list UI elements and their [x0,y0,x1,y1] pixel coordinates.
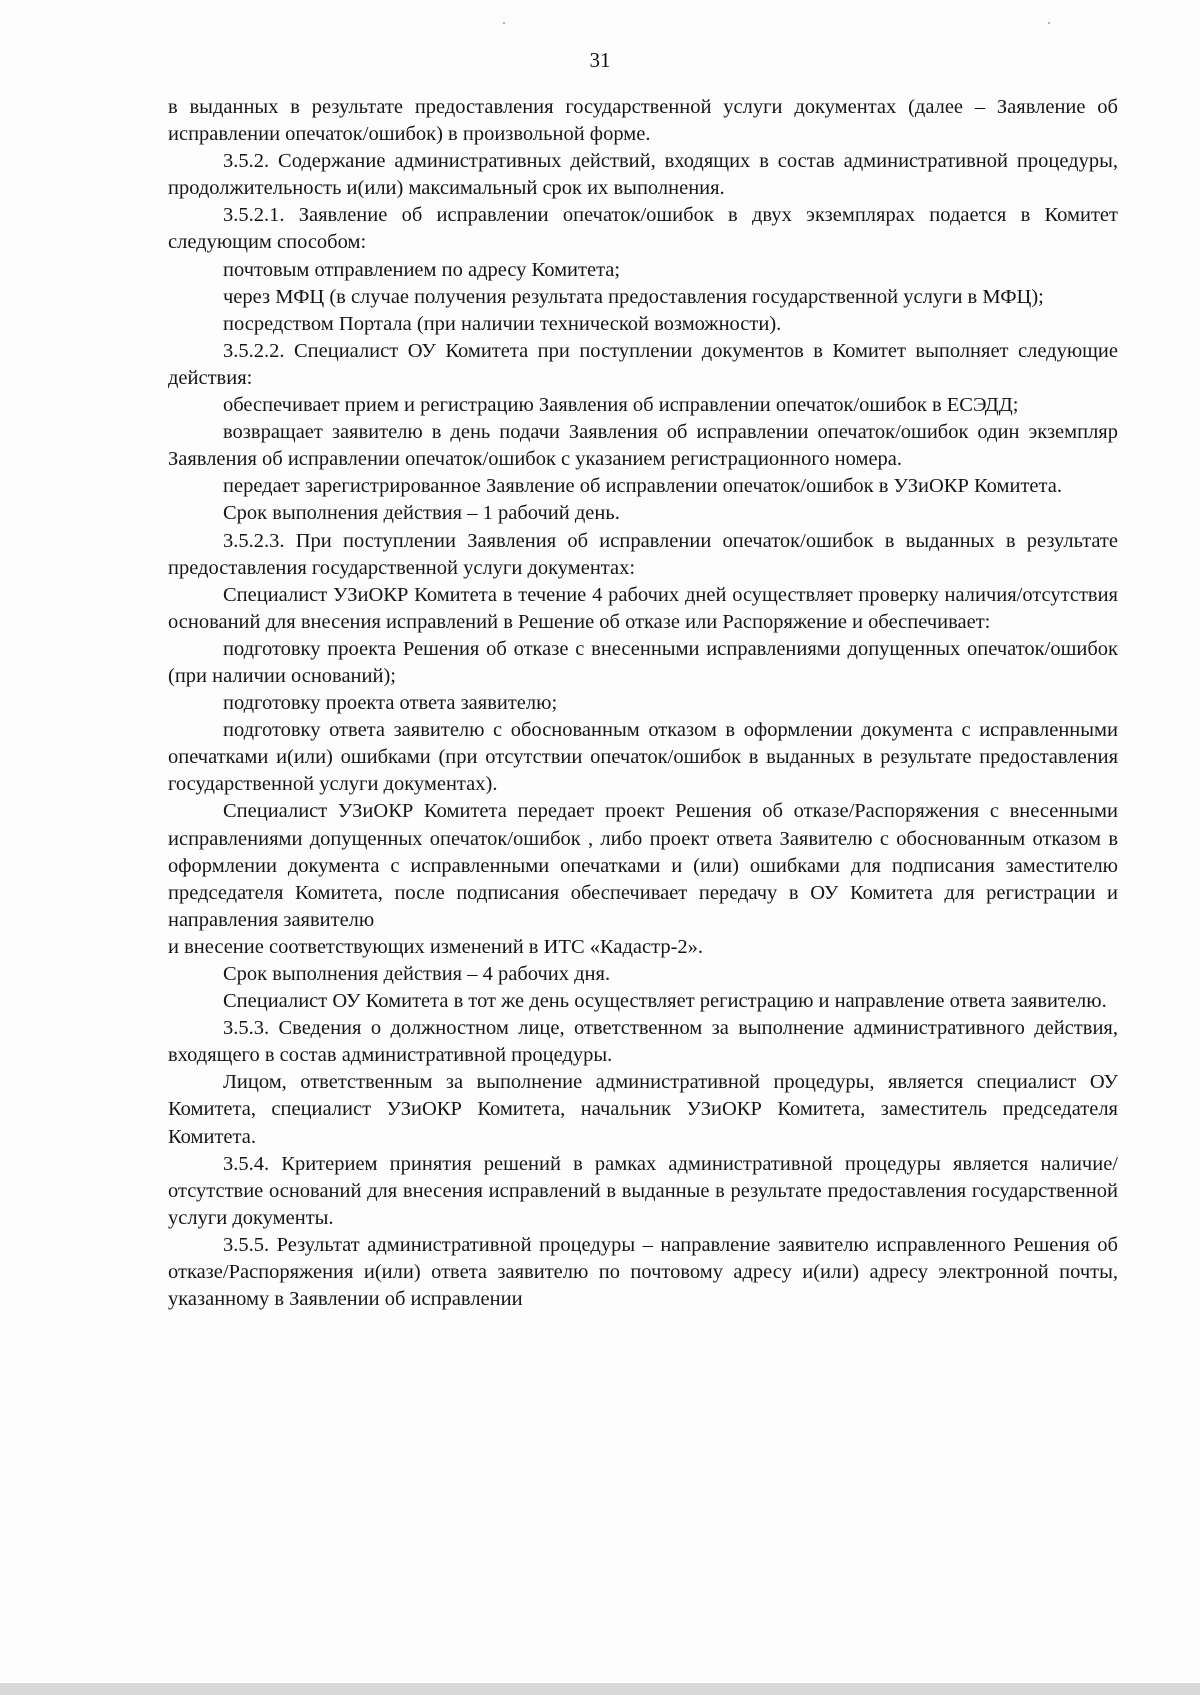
paragraph: через МФЦ (в случае получения результата предоставления государственной услуги в МФЦ); [223,285,1044,308]
paragraph: Специалист УЗиОКР Комитета в течение 4 рабочих дней осуществляет проверку наличия/отсутствия оснований для внесения исправлений в Решение об отказе или Распоряжение и обеспечивает: [168,583,1118,633]
paragraph: Лицом, ответственным за выполнение административной процедуры, является специалист ОУ Комитета, специалист УЗиОКР Комитета, начальник УЗиОКР Комитета, заместитель председателя Комитета. [168,1071,1118,1148]
paragraph: обеспечивает прием и регистрацию Заявления об исправлении опечаток/ошибок в ЕСЭДД; [223,394,1019,417]
scan-bottom-edge [0,1683,1200,1695]
paragraph: 3.5.5. Результат административной процедуры – направление заявителю исправленного Решения об отказе/Распоряжения и(или) ответа заявителю по почтовому адресу и(или) адресу электронной почты, указанному в Заявлении об исправлении [168,1233,1118,1311]
scan-speck [503,22,505,24]
paragraph: Срок выполнения действия – 4 рабочих дня. [223,963,611,985]
paragraph: подготовку проекта ответа заявителю; [223,692,558,715]
scan-speck [1048,22,1050,24]
paragraph: возвращает заявителю в день подачи Заявления об исправлении опечаток/ошибок один экземпляр Заявления об исправлении опечаток/ошибок с указанием регистрационного номера. [168,421,1118,471]
paragraph: Срок выполнения действия – 1 рабочий день. [223,502,620,525]
paragraph: и внесение соответствующих изменений в ИТС «Кадастр-2». [168,935,704,958]
paragraph: подготовку проекта Решения об отказе с внесенными исправлениями допущенных опечаток/ошибок (при наличии оснований); [168,637,1118,687]
paragraph: 3.5.4. Критерием принятия решений в рамках административной процедуры является наличие/отсутствие оснований для внесения исправлений в выданные в результате предоставления государственной услуги документы. [168,1152,1118,1229]
paragraph: 3.5.2.3. При поступлении Заявления об исправлении опечаток/ошибок в выданных в результате предоставления государственной услуги документах: [168,529,1118,579]
paragraph: 3.5.2.1. Заявление об исправлении опечаток/ошибок в двух экземплярах подается в Комитет следующим способом: [168,204,1118,254]
paragraph: подготовку ответа заявителю с обоснованным отказом в оформлении документа с исправленными опечатками и(или) ошибками (при отсутствии опечаток/ошибок в выданных в результате предоставления государственной услуги документах). [168,719,1118,796]
paragraph: передает зарегистрированное Заявление об исправлении опечаток/ошибок в УЗиОКР Комитета. [223,475,1062,498]
paragraph: в выданных в результате предоставления государственной услуги документах (далее – Заявление об исправлении опечаток/ошибок) в произвольной форме. [168,96,1118,146]
paragraph: Специалист УЗиОКР Комитета передает проект Решения об отказе/Распоряжения с внесенными исправлениями допущенных опечаток/ошибок , либо проект ответа Заявителю с обоснованным отказом в оформлении документа с исправленными опечатками и (или) ошибками для подписания заместителю председателя Комитета, после подписания обеспечивает передачу в ОУ Комитета для регистрации и направления заявителю [168,800,1118,931]
paragraph: 3.5.3. Сведения о должностном лице, ответственном за выполнение административного действия, входящего в состав административной процедуры. [168,1017,1118,1067]
paragraph: 3.5.2.2. Специалист ОУ Комитета при поступлении документов в Комитет выполняет следующие действия: [168,339,1118,389]
paragraph: посредством Портала (при наличии технической возможности). [223,312,782,335]
document-body [168,94,1118,1313]
paragraph: Специалист ОУ Комитета в тот же день осуществляет регистрацию и направление ответа заявителю. [223,990,1107,1013]
paragraph: почтовым отправлением по адресу Комитета; [223,258,621,281]
paragraph: 3.5.2. Содержание административных действий, входящих в состав административной процедуры, продолжительность и(или) максимальный срок их выполнения. [168,150,1118,200]
page-number: 31 [589,48,611,72]
